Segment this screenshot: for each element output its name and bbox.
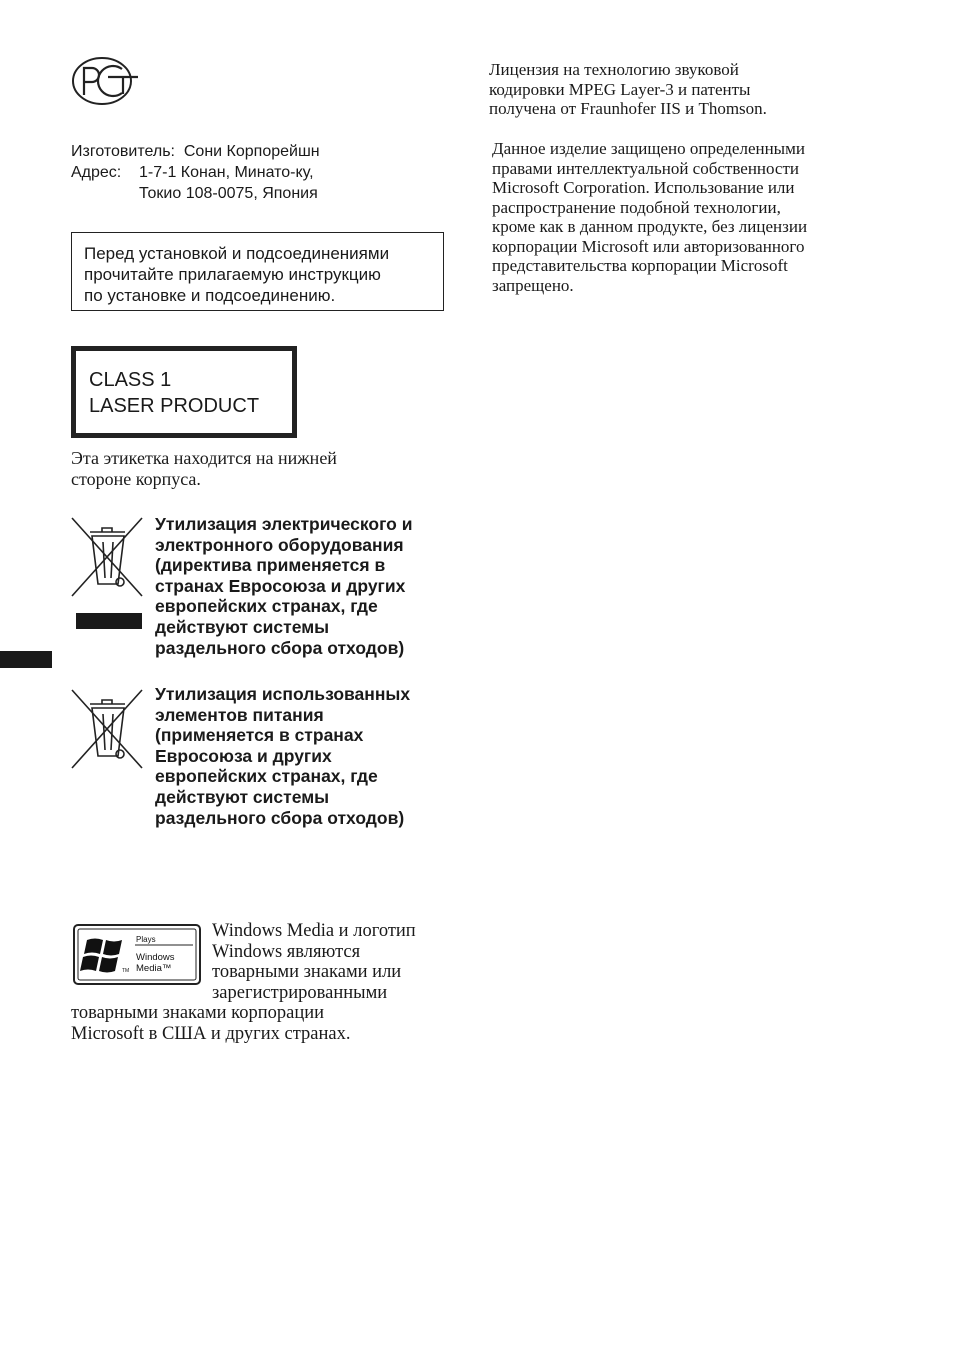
heading-line: странах Евросоюза и других — [155, 575, 406, 596]
heading-line: (применяется в странах — [155, 725, 364, 746]
note-line: Эта этикетка находится на нижней — [71, 448, 337, 468]
text-line: распространение подобной технологии, — [492, 197, 781, 217]
laser-class-label — [71, 346, 297, 438]
plays-windows-media-logo — [73, 924, 201, 985]
separate-collection-bar — [76, 613, 142, 629]
notice-line: по установке и подсоединению. — [84, 286, 336, 305]
text-line: Microsoft в США и других странах. — [71, 1023, 351, 1044]
logo-plays-text: Plays — [136, 935, 156, 944]
maker-label: Изготовитель: — [71, 143, 175, 160]
equipment-disposal-heading — [155, 514, 412, 658]
page-side-tab — [0, 651, 52, 668]
installation-notice-box — [71, 232, 444, 311]
text-line: Windows Media и логотип — [212, 921, 416, 941]
heading-line: европейских странах, где — [155, 766, 378, 787]
address-line: 1-7-1 Конан, Минато-ку, — [139, 164, 314, 181]
heading-line: элементов питания — [155, 704, 324, 725]
address-line: Токио 108-0075, Япония — [139, 185, 318, 202]
text-line: запрещено. — [492, 275, 574, 295]
mp3-license-text — [489, 60, 767, 119]
heading-line: Утилизация использованных — [155, 684, 411, 704]
windows-media-trademark-text-continued — [71, 1003, 350, 1044]
notice-line: Перед установкой и подсоединениями — [84, 244, 390, 263]
laser-class-line: CLASS 1 — [89, 369, 172, 391]
pct-certification-icon — [70, 56, 140, 106]
crossed-out-wheelie-bin-icon — [70, 516, 144, 598]
maker-value: Сони Корпорейшн — [183, 143, 320, 160]
text-line: корпорации Microsoft или авторизованного — [492, 236, 805, 256]
microsoft-ip-text — [492, 139, 807, 295]
text-line: получена от Fraunhofer IIS и Thomson. — [489, 99, 767, 118]
address-label: Адрес: — [71, 164, 122, 181]
text-line: товарными знаками или — [212, 962, 402, 982]
logo-windows-text: Windows — [136, 952, 175, 963]
heading-line: действуют системы — [155, 786, 330, 807]
laser-product-line: LASER PRODUCT — [89, 395, 260, 417]
note-line: стороне корпуса. — [71, 469, 201, 489]
heading-line: Утилизация электрического и — [155, 514, 413, 534]
heading-line: раздельного сбора отходов) — [155, 637, 405, 658]
logo-media-text: Media™ — [136, 963, 172, 974]
label-location-note — [71, 448, 337, 490]
text-line: кроме как в данном продукте, без лицензии — [492, 217, 808, 236]
heading-line: европейских странах, где — [155, 596, 378, 617]
heading-line: Евросоюза и других — [155, 745, 332, 766]
manufacturer-info — [71, 141, 320, 204]
crossed-out-wheelie-bin-icon — [70, 688, 144, 770]
heading-line: действуют системы — [155, 616, 330, 637]
text-line: Windows являются — [212, 941, 361, 962]
heading-line: электронного оборудования — [155, 534, 404, 555]
text-line: Данное изделие защищено определенными — [492, 139, 805, 158]
heading-line: раздельного сбора отходов) — [155, 807, 405, 828]
battery-disposal-heading — [155, 684, 410, 828]
heading-line: (директива применяется в — [155, 555, 386, 576]
windows-media-trademark-text — [212, 921, 416, 1003]
text-line: Microsoft Corporation. Использование или — [492, 178, 795, 197]
notice-line: прочитайте прилагаемую инструкцию — [84, 265, 381, 284]
text-line: товарными знаками корпорации — [71, 1003, 325, 1023]
text-line: Лицензия на технологию звуковой — [489, 60, 739, 79]
text-line: представительства корпорации Microsoft — [492, 256, 788, 275]
text-line: зарегистрированными — [212, 982, 388, 1003]
text-line: кодировки MPEG Layer-3 и патенты — [489, 79, 751, 99]
logo-tm-text: TM — [122, 968, 130, 974]
text-line: правами интеллектуальной собственности — [492, 158, 800, 178]
